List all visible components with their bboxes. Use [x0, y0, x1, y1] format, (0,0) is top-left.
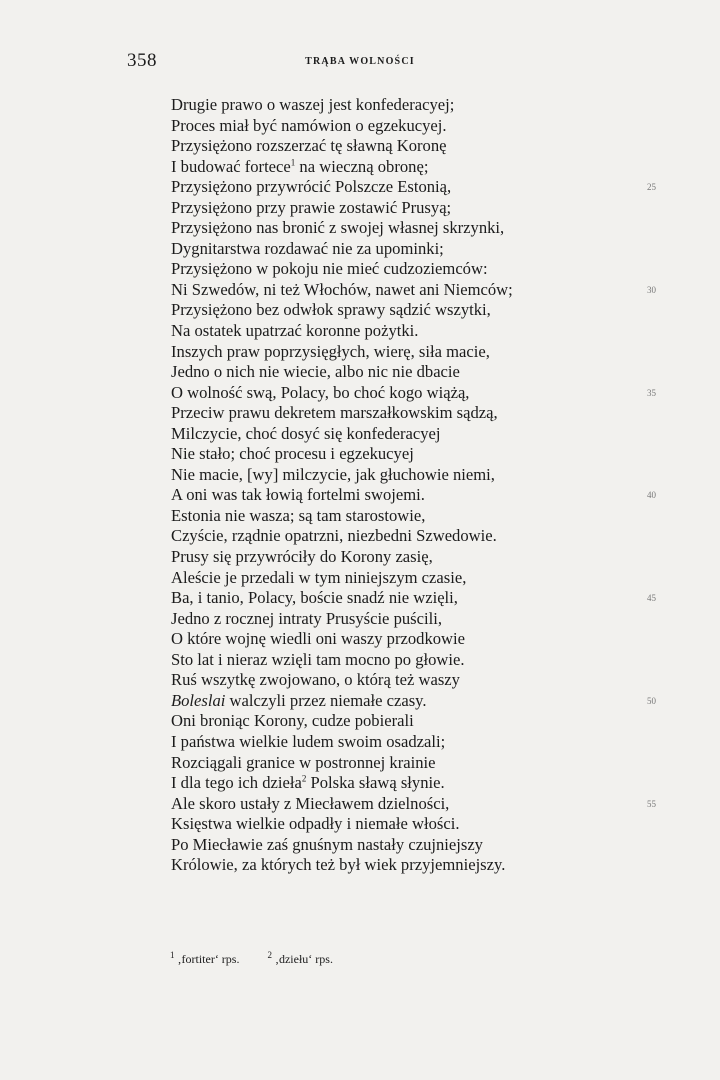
verse-line [171, 506, 621, 527]
verse-line [171, 690, 656, 712]
footnote-marker: 1 [290, 157, 296, 168]
poem-text [171, 95, 656, 876]
verse-text: Ba, i tanio, Polacy, boście snadź nie wzięli, [171, 588, 458, 608]
verse-line [171, 485, 656, 506]
verse-text: Dygnitarstwa rozdawać nie za upominki; [171, 238, 444, 258]
verse-text: Proces miał być namówion o egzekucyej. [171, 115, 447, 135]
verse-line [171, 588, 656, 609]
verse-line [171, 629, 621, 650]
verse-line [171, 773, 621, 794]
verse-text: Przysiężono przy prawie zostawić Prusyą; [171, 197, 452, 217]
verse-text: Rozciągali granice w postronnej krainie [171, 752, 436, 772]
verse-line [171, 568, 621, 589]
verse-text-continued: na wieczną obronę; [295, 156, 429, 176]
verse-text: I budować fortece [171, 156, 291, 176]
verse-text: Drugie prawo o waszej jest konfederacyej; [171, 95, 455, 114]
verse-line [171, 279, 656, 301]
footnote-text: ‚dziełu‘ rps. [271, 952, 333, 966]
verse-text: Milczycie, choć dosyć się konfederacyej [171, 423, 441, 443]
verse-italic: Boleslai [171, 690, 226, 710]
verse-text: Przeciw prawu dekretem marszałkowskim sądzą, [171, 403, 498, 423]
verse-text-continued: Polska sławą słynie. [306, 773, 445, 793]
line-number: 45 [647, 593, 656, 604]
verse-line [171, 855, 621, 876]
verse-text: Aleście je przedali w tym niniejszym czasie, [171, 567, 467, 587]
verse-line [171, 444, 621, 465]
line-number: 40 [647, 490, 656, 501]
page-number: 358 [127, 50, 157, 71]
verse-line [171, 321, 621, 342]
verse-line [171, 136, 621, 157]
verse-line [171, 157, 621, 178]
verse-line [171, 239, 621, 260]
verse-line [171, 609, 621, 630]
verse-text: Przysiężono rozszerzać tę sławną Koronę [171, 136, 447, 156]
verse-line [171, 753, 621, 774]
verse-text: Nie macie, [wy] milczycie, jak głuchowie niemi, [171, 464, 495, 484]
verse-line [171, 95, 621, 116]
verse-text: Prusy się przywróciły do Korony zasię, [171, 547, 433, 567]
verse-line [171, 198, 621, 219]
footnote-number: 2 [267, 950, 272, 960]
verse-line [171, 465, 621, 486]
footnote-text: ‚fortiter‘ rps. [174, 952, 240, 966]
verse-line [171, 711, 621, 732]
footnote [170, 952, 239, 966]
footnote [267, 952, 332, 966]
footnote-number: 1 [170, 950, 175, 960]
verse-text: Królowie, za których też był wiek przyjemniejszy. [171, 855, 506, 875]
line-number: 30 [647, 284, 656, 295]
verse-text: Nie stało; choć procesu i egzekucyej [171, 444, 414, 464]
verse-text: Estonia nie wasza; są tam starostowie, [171, 505, 426, 525]
verse-text: Ruś wszytkę zwojowano, o którą też waszy [171, 670, 460, 690]
verse-text: Przysiężono w pokoju nie mieć cudzoziemców: [171, 259, 488, 279]
verse-line [171, 177, 656, 198]
verse-line [171, 116, 621, 137]
verse-text: Przysiężono bez odwłok sprawy sądzić wszytki, [171, 300, 491, 320]
verse-text: Przysiężono przywrócić Polszcze Estonią, [171, 177, 452, 197]
verse-text: Na ostatek upatrzać koronne pożytki. [171, 321, 419, 341]
verse-line [171, 793, 656, 815]
verse-line [171, 362, 621, 383]
verse-text: I państwa wielkie ludem swoim osadzali; [171, 731, 446, 751]
line-number: 35 [647, 387, 656, 398]
verse-text: Sto lat i nieraz wzięli tam mocno po głowie. [171, 649, 465, 669]
verse-line [171, 342, 621, 363]
verse-text: O wolność swą, Polacy, bo choć kogo wiążą, [171, 382, 470, 402]
verse-text: Jedno o nich nie wiecie, albo nic nie dbacie [171, 362, 460, 382]
running-head: TRĄBA WOLNOŚCI [305, 56, 415, 67]
verse-line [171, 547, 621, 568]
verse-line [171, 424, 621, 445]
verse-text: Inszych praw poprzysięgłych, wierę, siła macie, [171, 341, 490, 361]
verse-line [171, 650, 621, 671]
line-number: 50 [647, 695, 656, 706]
verse-text-continued: walczyli przez niemałe czasy. [225, 690, 427, 710]
verse-line [171, 403, 621, 424]
line-number: 25 [647, 182, 656, 193]
verse-line [171, 300, 621, 321]
verse-text: Po Miecławie zaś gnuśnym nastały czujniejszy [171, 834, 483, 854]
verse-line [171, 835, 621, 856]
verse-text: Przysiężono nas bronić z swojej własnej skrzynki, [171, 218, 505, 238]
verse-text: Jedno z rocznej intraty Prusyście puścili, [171, 608, 442, 628]
verse-text: I dla tego ich dzieła [171, 773, 302, 793]
verse-text: Czyście, rządnie opatrzni, niezbedni Szwedowie. [171, 526, 497, 546]
verse-line [171, 382, 656, 404]
verse-text: Ale skoro ustały z Miecławem dzielności, [171, 793, 450, 813]
footnotes [170, 952, 361, 967]
line-number: 55 [647, 798, 656, 809]
verse-text: Oni broniąc Korony, cudze pobierali [171, 711, 414, 731]
verse-line [171, 732, 621, 753]
verse-line [171, 526, 621, 547]
verse-text: A oni was tak łowią fortelmi swojemi. [171, 485, 425, 505]
footnote-marker: 2 [301, 773, 307, 784]
verse-line [171, 218, 621, 239]
verse-text: Księstwa wielkie odpadły i niemałe włości. [171, 814, 460, 834]
verse-text: O które wojnę wiedli oni waszy przodkowie [171, 629, 466, 649]
verse-line [171, 814, 621, 835]
verse-line [171, 670, 621, 691]
verse-line [171, 259, 621, 280]
verse-text: Ni Szwedów, ni też Włochów, nawet ani Niemców; [171, 279, 513, 299]
